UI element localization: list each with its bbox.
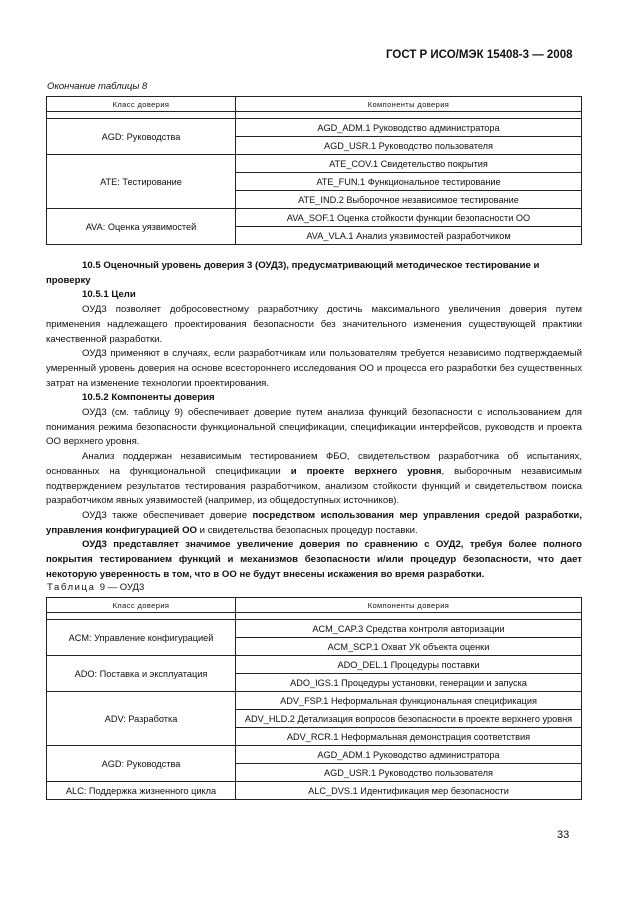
- table-cell-class: ATE: Тестирование: [47, 155, 236, 209]
- paragraph-bold: ОУД3 представляет значимое увеличение доверия по сравнению с ОУД2, требуя более полного покрытия тестированием функций и механизмов безопасности и/или процедур безопасности, что дает некоторую уверенность в том, что в ОО не будут внесены искажения во время разработки.: [46, 539, 582, 580]
- table-cell-component: ADV_HLD.2 Детализация вопросов безопасности в проекте верхнего уровня: [236, 710, 582, 728]
- table-cell-class: AGD: Руководства: [47, 119, 236, 155]
- table-header-class: Класс доверия: [47, 598, 236, 613]
- paragraph: [46, 509, 582, 538]
- table-cell-component: ALC_DVS.1 Идентификация мер безопасности: [236, 782, 582, 800]
- section-title: 10.5 Оценочный уровень доверия 3 (ОУД3), предусматривающий методическое тестирование и проверку: [46, 260, 540, 286]
- text-run: и свидетельства безопасных процедур поставки.: [197, 524, 418, 536]
- table-cell-component: AGD_ADM.1 Руководство администратора: [236, 119, 582, 137]
- table-cell-class: ADO: Поставка и эксплуатация: [47, 656, 236, 692]
- table-cell-component: AGD_USR.1 Руководство пользователя: [236, 764, 582, 782]
- table-cell-component: ACM_CAP.3 Средства контроля авторизации: [236, 620, 582, 638]
- table9-caption: [47, 582, 144, 593]
- table-header-components: Компоненты доверия: [236, 97, 582, 112]
- bold-text-run: и проекте верхнего уровня: [290, 465, 442, 477]
- table-cell-component: AVA_VLA.1 Анализ уязвимостей разработчиком: [236, 227, 582, 245]
- document-header: ГОСТ Р ИСО/МЭК 15408-3 — 2008: [386, 49, 573, 61]
- table-cell-class: ADV: Разработка: [47, 692, 236, 746]
- paragraph: ОУД3 позволяет добросовестному разработчику достичь максимального увеличения доверия путем применения надлежащего проектирования безопасности без значительного изменения существующей практики качественной разработки.: [46, 304, 582, 345]
- table-cell-component: ATE_IND.2 Выборочное независимое тестирование: [236, 191, 582, 209]
- text-run: ОУД3 также обеспечивает доверие: [82, 509, 253, 521]
- subsection-components: 10.5.2 Компоненты доверия: [82, 392, 215, 404]
- table8-caption: Окончание таблицы 8: [47, 81, 148, 92]
- table-cell-component: AVA_SOF.1 Оценка стойкости функции безопасности ОО: [236, 209, 582, 227]
- section-body: [46, 259, 582, 582]
- table-cell-class: ALC: Поддержка жизненного цикла: [47, 782, 236, 800]
- table-cell-component: ADO_IGS.1 Процедуры установки, генерации и запуска: [236, 674, 582, 692]
- table-cell-class: AGD: Руководства: [47, 746, 236, 782]
- caption-prefix: Таблица: [47, 582, 96, 593]
- table-header-class: Класс доверия: [47, 97, 236, 112]
- table-cell-component: ACM_SCP.1 Охват УК объекта оценки: [236, 638, 582, 656]
- bold-text-run: посредством использования мер управления средой разработки, управления конфигурацией ОО: [46, 509, 582, 536]
- paragraph: ОУД3 (см. таблицу 9) обеспечивает доверие путем анализа функций безопасности с использованием для понимания режима безопасности функциональной спецификации, спецификации интерфейсов, руководств и проекта ОО верхнего уровня.: [46, 407, 582, 448]
- table-cell-component: AGD_ADM.1 Руководство администратора: [236, 746, 582, 764]
- table-header-components: Компоненты доверия: [236, 598, 582, 613]
- table-8: [46, 96, 582, 245]
- paragraph: ОУД3 применяют в случаях, если разработчикам или пользователям требуется независимо подтверждаемый умеренный уровень доверия на основе всестороннего исследования ОО и процесса его разработки без существенных затрат на изменение технологии проектирования.: [46, 348, 582, 389]
- table-cell-component: ADV_FSP.1 Неформальная функциональная спецификация: [236, 692, 582, 710]
- table-9: [46, 597, 582, 800]
- table-cell-component: AGD_USR.1 Руководство пользователя: [236, 137, 582, 155]
- text-run: , выборочным независимым подтверждением результатов тестирования разработчиком, анализом стойкости функций и свидетельством поиска разработчиком явных уязвимостей (например, из общедоступных источников).: [46, 465, 582, 507]
- text-run: Анализ поддержан независимым тестированием ФБО, свидетельством разработчика об испытаниях, основанных на функциональной спецификации: [46, 451, 582, 477]
- paragraph: [46, 450, 582, 509]
- table-cell-component: ATE_COV.1 Свидетельство покрытия: [236, 155, 582, 173]
- table-cell-component: ADO_DEL.1 Процедуры поставки: [236, 656, 582, 674]
- table-cell-class: AVA: Оценка уязвимостей: [47, 209, 236, 245]
- table-cell-component: ATE_FUN.1 Функциональное тестирование: [236, 173, 582, 191]
- page-number: 33: [557, 829, 570, 841]
- table-cell-class: ACM: Управление конфигурацией: [47, 620, 236, 656]
- table-cell-component: ADV_RCR.1 Неформальная демонстрация соответствия: [236, 728, 582, 746]
- caption-title: 9 — ОУД3: [99, 582, 145, 593]
- subsection-goals: 10.5.1 Цели: [82, 289, 136, 301]
